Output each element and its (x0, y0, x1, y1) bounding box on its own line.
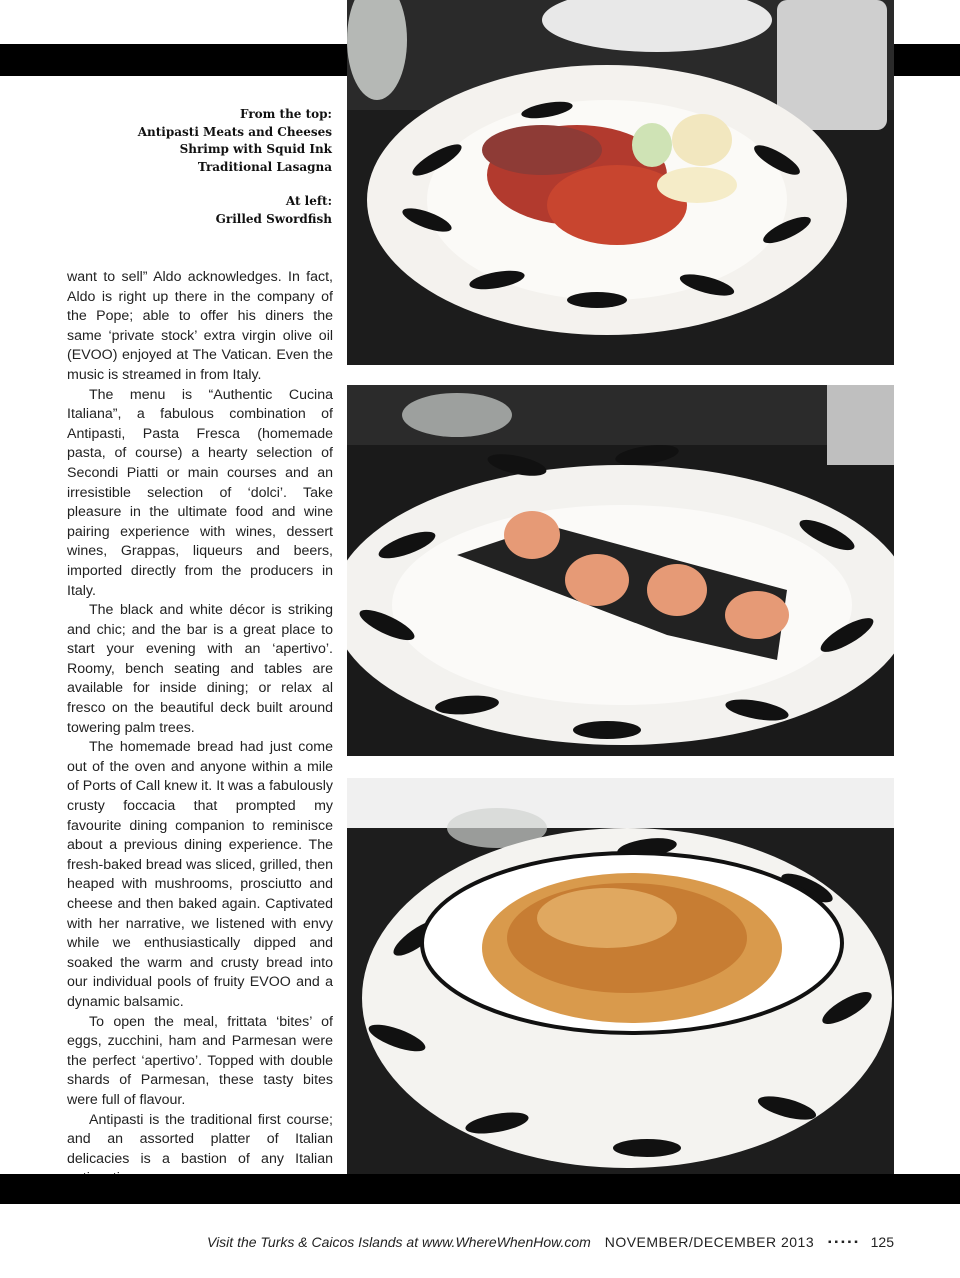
photo-captions-left (60, 193, 332, 228)
bottom-black-band (0, 1174, 960, 1204)
shrimp-photo (347, 385, 894, 756)
article-body (67, 268, 333, 1189)
paragraph: want to sell” Aldo acknowledges. In fact, Aldo is right up there in the company of the Pope; able to offer his diners the same ‘private stock’ extra virgin olive oil (EVOO) enjoyed at The Vatican. Even the music is streamed in from Italy. (67, 269, 333, 383)
page-number: 125 (870, 1234, 894, 1250)
caption-item: Shrimp with Squid Ink (179, 142, 332, 156)
page-footer (207, 1234, 894, 1250)
caption-heading: At left: (285, 194, 332, 208)
photo-captions-top (60, 106, 332, 176)
paragraph: Antipasti is the traditional first course; and an assorted platter of Italian delicacies is a bastion of any Italian (67, 1111, 333, 1167)
footer-visit-text: Visit the Turks & Caicos Islands at www.WhereWhenHow.com (206, 1234, 591, 1250)
footer-issue: NOVEMBER/DECEMBER 2013 (604, 1234, 815, 1250)
caption-item: Traditional Lasagna (197, 159, 332, 174)
paragraph: The menu is “Authentic Cucina Italiana”, a fabulous combination of Antipasti, Pasta Fresca (homemade pasta, of course) a hearty selection of Secondi Piatti or main courses and an irresistible selection of ‘dolci’. Take pleasure in the ultimate food and wine pairing experience with wines, dessert wines, Grappas, liqueurs and beers, imported directly from the producers in Italy. (67, 386, 333, 599)
paragraph: The homemade bread had just come out of the oven and anyone within a mile of Ports of Call knew it. It was a fabulously crusty foccacia that prompted my favourite dining companion to reminisce about a previous dining experience. The fresh-baked bread was sliced, grilled, then heaped with mushrooms, prosciutto and cheese and then baked again. Captivated with her narrative, we listened with envy while we enthusiastically dipped and soaked the warm and crusty bread into our individual pools of fruity EVOO and a dynamic balsamic. (67, 739, 333, 1010)
paragraph: The black and white décor is striking and chic; and the bar is a great place to start your evening with an ‘apertivo’. Roomy, bench seating and tables are available for inside dining; or relax al fresco on the beautiful deck built around towering palm trees. (67, 602, 333, 736)
paragraph: To open the meal, frittata ‘bites’ of eggs, zucchini, ham and Parmesan were the perfect ‘apertivo’. Topped with double shards of Parmesan, these tasty bites were full of flavour. (67, 1013, 333, 1108)
caption-heading: From the top: (240, 107, 332, 121)
caption-item: Antipasti Meats and Cheeses (137, 124, 332, 139)
footer-dots: ▪▪▪▪▪ (828, 1237, 861, 1248)
antipasti-photo (347, 0, 894, 365)
lasagna-photo (347, 778, 894, 1174)
caption-item: Grilled Swordfish (215, 211, 332, 226)
